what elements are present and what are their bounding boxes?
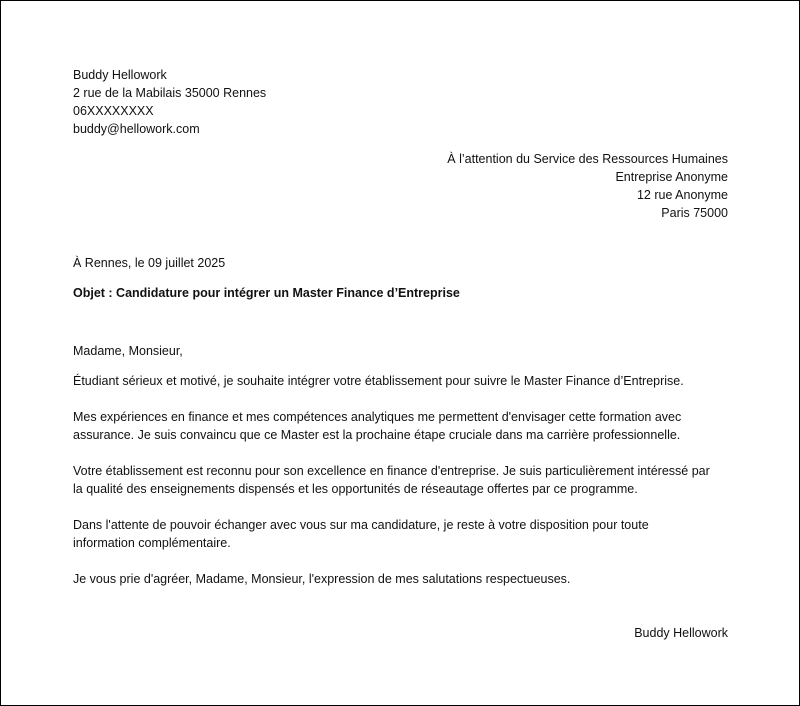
paragraph-line: assurance. Je suis convaincu que ce Master est la prochaine étape cruciale dans ma carrière professionnelle.: [73, 428, 681, 442]
paragraph-line: information complémentaire.: [73, 536, 231, 550]
sender-block: [73, 66, 728, 138]
paragraph-line: la qualité des enseignements dispensés et les opportunités de réseautage offertes par ce programme.: [73, 482, 638, 496]
sender-phone: 06XXXXXXXX: [73, 104, 154, 118]
closing-formula: Je vous prie d'agréer, Madame, Monsieur, l'expression de mes salutations respectueuses.: [73, 572, 571, 586]
date-line: À Rennes, le 09 juillet 2025: [73, 256, 226, 270]
signature: Buddy Hellowork: [634, 626, 728, 640]
paragraph: [73, 462, 728, 498]
paragraph: [73, 372, 728, 390]
recipient-city: Paris 75000: [661, 206, 728, 220]
recipient-block: [73, 150, 728, 222]
paragraph-line: Mes expériences en finance et mes compétences analytiques me permettent d'envisager cette formation avec: [73, 410, 682, 424]
recipient-company: Entreprise Anonyme: [615, 170, 728, 184]
paragraph: [73, 516, 728, 552]
paragraph: [73, 408, 728, 444]
recipient-attention: À l’attention du Service des Ressources Humaines: [447, 152, 728, 166]
sender-name: Buddy Hellowork: [73, 68, 167, 82]
subject-line: Objet : Candidature pour intégrer un Master Finance d’Entreprise: [73, 286, 460, 300]
sender-address: 2 rue de la Mabilais 35000 Rennes: [73, 86, 267, 100]
paragraph-line: Étudiant sérieux et motivé, je souhaite intégrer votre établissement pour suivre le Master Finance d’Entreprise.: [73, 374, 684, 388]
recipient-street: 12 rue Anonyme: [636, 188, 728, 202]
paragraph-line: Dans l'attente de pouvoir échanger avec vous sur ma candidature, je reste à votre disposition pour toute: [73, 518, 649, 532]
paragraph-line: Votre établissement est reconnu pour son excellence en finance d'entreprise. Je suis particulièrement intéressé par: [73, 464, 710, 478]
sender-email: buddy@hellowork.com: [73, 122, 200, 136]
salutation: Madame, Monsieur,: [73, 344, 183, 358]
